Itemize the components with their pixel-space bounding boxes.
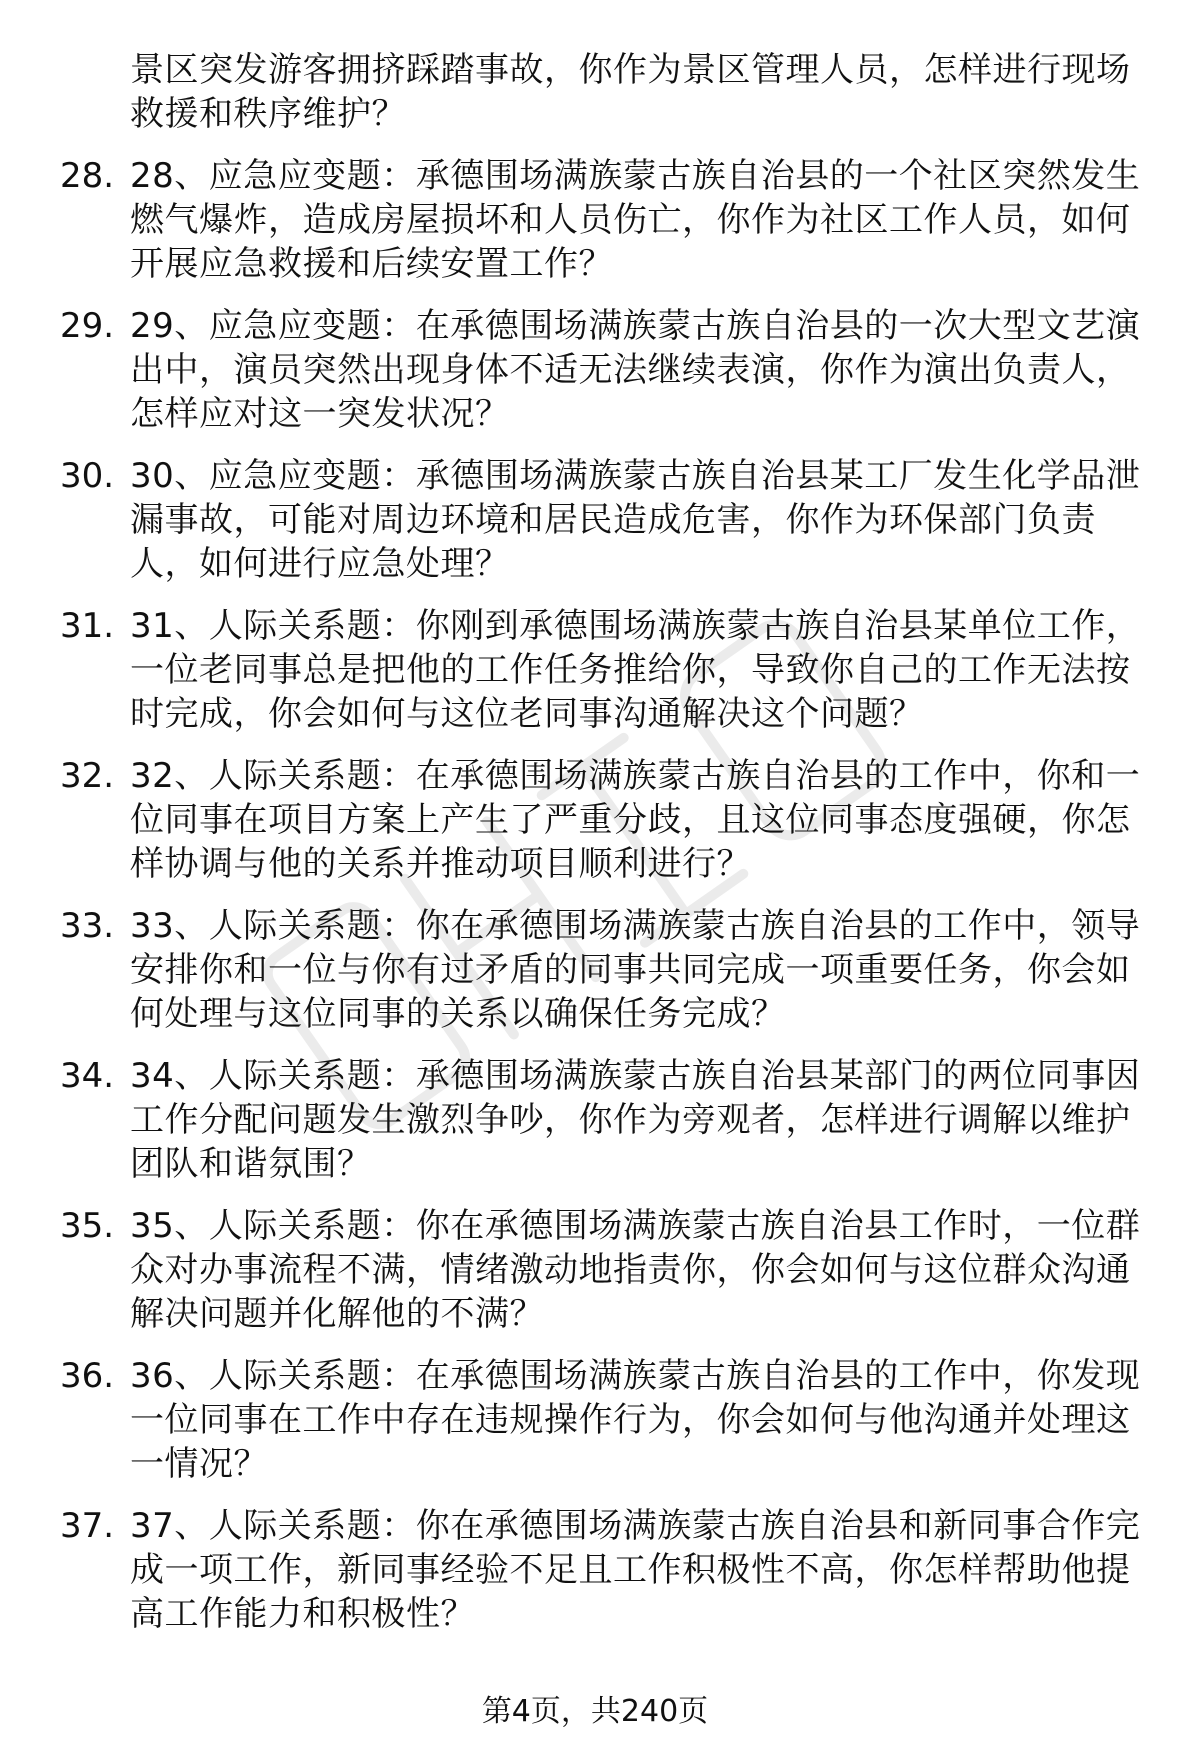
question-text: 33、人际关系题：你在承德围场满族蒙古族自治县的工作中，领导安排你和一位与你有过矛盾的同事共同完成一项重要任务，你会如何处理与这位同事的关系以确保任务完成？ [130, 906, 1141, 1034]
question-text: 29、应急应变题：在承德围场满族蒙古族自治县的一次大型文艺演出中，演员突然出现身体不适无法继续表演，你作为演出负责人，怎样应对这一突发状况？ [130, 306, 1141, 434]
question-text: 28、应急应变题：承德围场满族蒙古族自治县的一个社区突然发生燃气爆炸，造成房屋损坏和人员伤亡，你作为社区工作人员，如何开展应急救援和后续安置工作？ [130, 156, 1141, 284]
question-item [60, 304, 1160, 436]
question-text: 34、人际关系题：承德围场满族蒙古族自治县某部门的两位同事因工作分配问题发生激烈争吵，你作为旁观者，怎样进行调解以维护团队和谐氛围？ [130, 1056, 1141, 1184]
question-number: 28. [60, 156, 115, 196]
question-number: 31. [60, 606, 115, 646]
page-content [60, 48, 1160, 1654]
question-text: 36、人际关系题：在承德围场满族蒙古族自治县的工作中，你发现一位同事在工作中存在违规操作行为，你会如何与他沟通并处理这一情况？ [130, 1356, 1141, 1484]
question-number: 35. [60, 1206, 115, 1246]
question-number: 33. [60, 906, 115, 946]
question-number: 29. [60, 306, 115, 346]
question-item [60, 1054, 1160, 1186]
question-item [60, 604, 1160, 736]
question-item [60, 754, 1160, 886]
question-item [60, 154, 1160, 286]
question-item [60, 904, 1160, 1036]
question-text: 35、人际关系题：你在承德围场满族蒙古族自治县工作时，一位群众对办事流程不满，情绪激动地指责你，你会如何与这位群众沟通解决问题并化解他的不满？ [130, 1206, 1141, 1334]
question-number: 34. [60, 1056, 115, 1096]
page-footer: 第4页，共240页 [481, 1694, 709, 1729]
question-number: 36. [60, 1356, 115, 1396]
question-item [60, 454, 1160, 586]
question-number: 37. [60, 1506, 115, 1546]
question-item [60, 1504, 1160, 1636]
question-text: 32、人际关系题：在承德围场满族蒙古族自治县的工作中，你和一位同事在项目方案上产生了严重分歧，且这位同事态度强硬，你怎样协调与他的关系并推动项目顺利进行？ [130, 756, 1141, 884]
continuation-text: 景区突发游客拥挤踩踏事故，你作为景区管理人员，怎样进行现场救援和秩序维护？ [130, 50, 1131, 134]
question-text: 37、人际关系题：你在承德围场满族蒙古族自治县和新同事合作完成一项工作，新同事经验不足且工作积极性不高，你怎样帮助他提高工作能力和积极性？ [130, 1506, 1141, 1634]
question-text: 31、人际关系题：你刚到承德围场满族蒙古族自治县某单位工作，一位老同事总是把他的工作任务推给你，导致你自己的工作无法按时完成，你会如何与这位老同事沟通解决这个问题？ [130, 606, 1141, 734]
question-text: 30、应急应变题：承德围场满族蒙古族自治县某工厂发生化学品泄漏事故，可能对周边环境和居民造成危害，你作为环保部门负责人，如何进行应急处理？ [130, 456, 1141, 584]
question-number: 32. [60, 756, 115, 796]
question-number: 30. [60, 456, 115, 496]
question-item [60, 1204, 1160, 1336]
question-item [60, 1354, 1160, 1486]
